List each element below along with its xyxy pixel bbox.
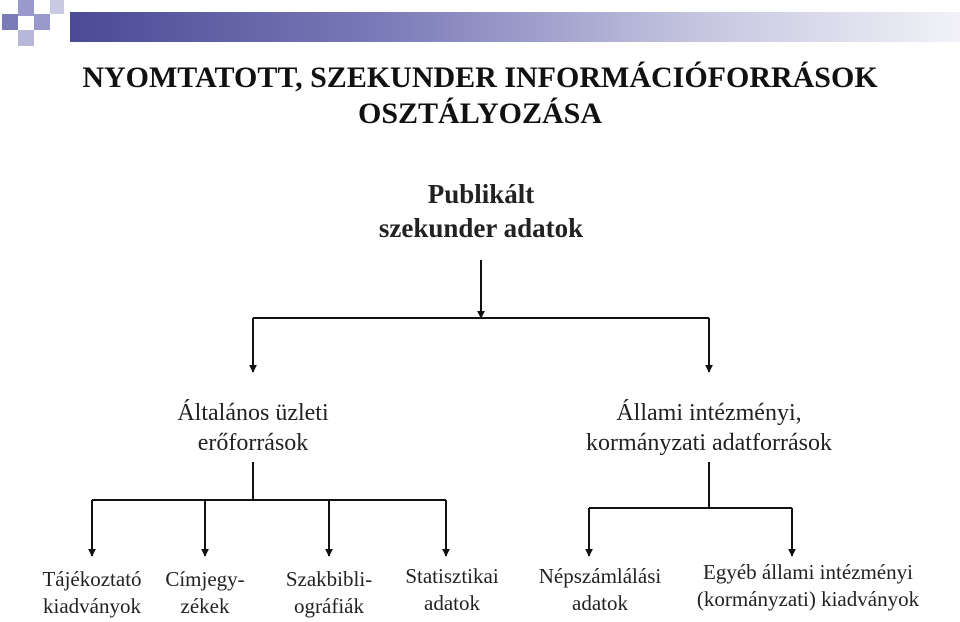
leaf-node-line-2: (kormányzati) kiadványok (696, 587, 920, 611)
leaf-node-line-1: Címjegy- (165, 567, 245, 591)
leaf-node-line-2: adatok (424, 591, 480, 615)
leaf-node-line-1: Statisztikai (405, 564, 499, 588)
branch-node-general-business (103, 398, 403, 458)
root-node-line-2: szekunder adatok (378, 213, 584, 243)
leaf-node-line-2: zékek (180, 594, 230, 618)
branch-node-line-2: kormányzati adatforrások (586, 430, 832, 456)
leaf-node-other-state-publications (676, 559, 940, 613)
leaf-node-directories (150, 566, 260, 620)
leaf-node-line-2: ográfiák (294, 594, 364, 618)
leaf-node-line-2: adatok (572, 591, 628, 615)
branch-node-line-2: erőforrások (197, 430, 309, 456)
leaf-node-line-1: Tájékoztató (42, 567, 142, 591)
leaf-node-line-2: kiadványok (43, 594, 141, 618)
branch-node-line-1: Állami intézményi, (616, 400, 802, 426)
branch-node-line-1: Általános üzleti (177, 400, 329, 426)
root-node-line-1: Publikált (427, 179, 535, 209)
leaf-node-statistical-data (388, 563, 516, 617)
leaf-node-line-1: Szakbibli- (285, 567, 373, 591)
slide-title-line-2: OSZTÁLYOZÁSA (358, 97, 602, 130)
leaf-node-informative-publications (22, 566, 162, 620)
leaf-node-census-data (524, 563, 676, 617)
branch-node-state-government (529, 398, 889, 458)
slide-title-line-1: NYOMTATOTT, SZEKUNDER INFORMÁCIÓFORRÁSOK (82, 61, 878, 94)
leaf-node-line-1: Népszámlálási (538, 564, 662, 588)
leaf-node-bibliographies (269, 566, 389, 620)
root-node (331, 177, 631, 245)
leaf-node-line-1: Egyéb állami intézményi (703, 560, 913, 584)
